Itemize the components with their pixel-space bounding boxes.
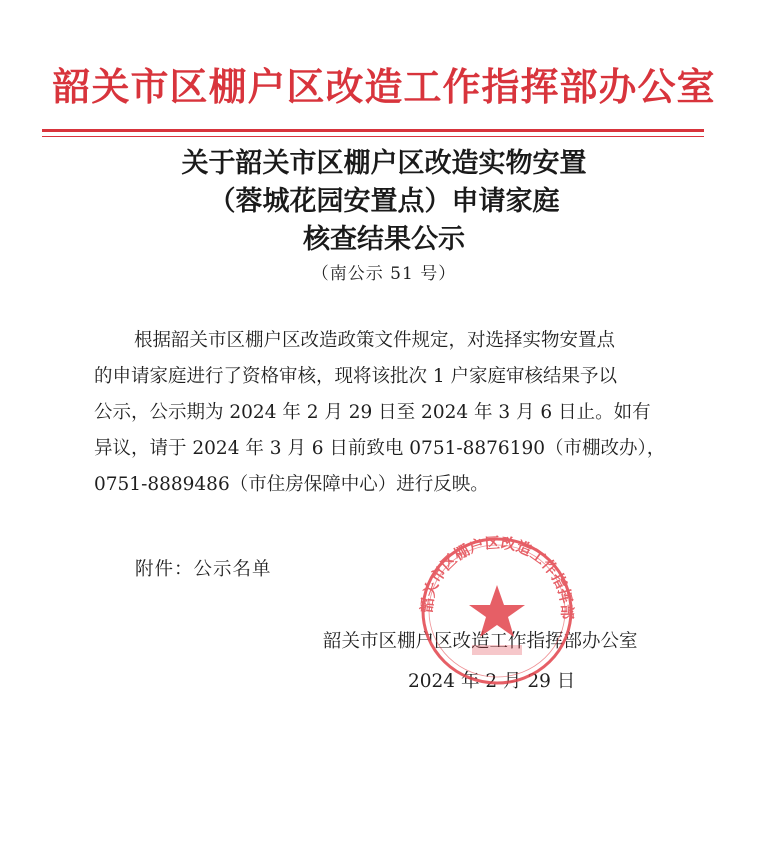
document-number: （南公示 51 号）	[311, 264, 457, 284]
body-line: 的申请家庭进行了资格审核，现将该批次 1 户家庭审核结果予以	[94, 366, 618, 387]
document-title-line-3: 核查结果公示	[303, 224, 465, 255]
body-line: 0751-8889486（市住房保障中心）进行反映。	[94, 474, 489, 495]
body-line: 异议，请于 2024 年 3 月 6 日前致电 0751-8876190（市棚改办），	[94, 438, 666, 459]
star-icon	[469, 585, 525, 637]
letterhead-org-title: 韶关市区棚户区改造工作指挥部办公室	[52, 64, 716, 109]
body-line: 公示，公示期为 2024 年 2 月 29 日至 2024 年 3 月 6 日止。如有	[94, 402, 651, 423]
attachment-line: 附件：公示名单	[135, 559, 272, 580]
document-title-line-2: （蓉城花园安置点）申请家庭	[208, 186, 560, 217]
document-title-line-1: 关于韶关市区棚户区改造实物安置	[181, 148, 587, 179]
body-line: 根据韶关市区棚户区改造政策文件规定，对选择实物安置点	[134, 330, 616, 351]
letterhead-rule-thick	[42, 129, 704, 132]
signature-org: 韶关市区棚户区改造工作指挥部办公室	[323, 631, 638, 652]
signature-date: 2024 年 2 月 29 日	[408, 671, 576, 692]
letterhead-rule-thin	[42, 136, 704, 137]
official-seal	[412, 533, 582, 688]
body-paragraph	[94, 323, 694, 503]
seal-text: 韶关市区棚户区改造工作指挥部	[417, 533, 577, 620]
